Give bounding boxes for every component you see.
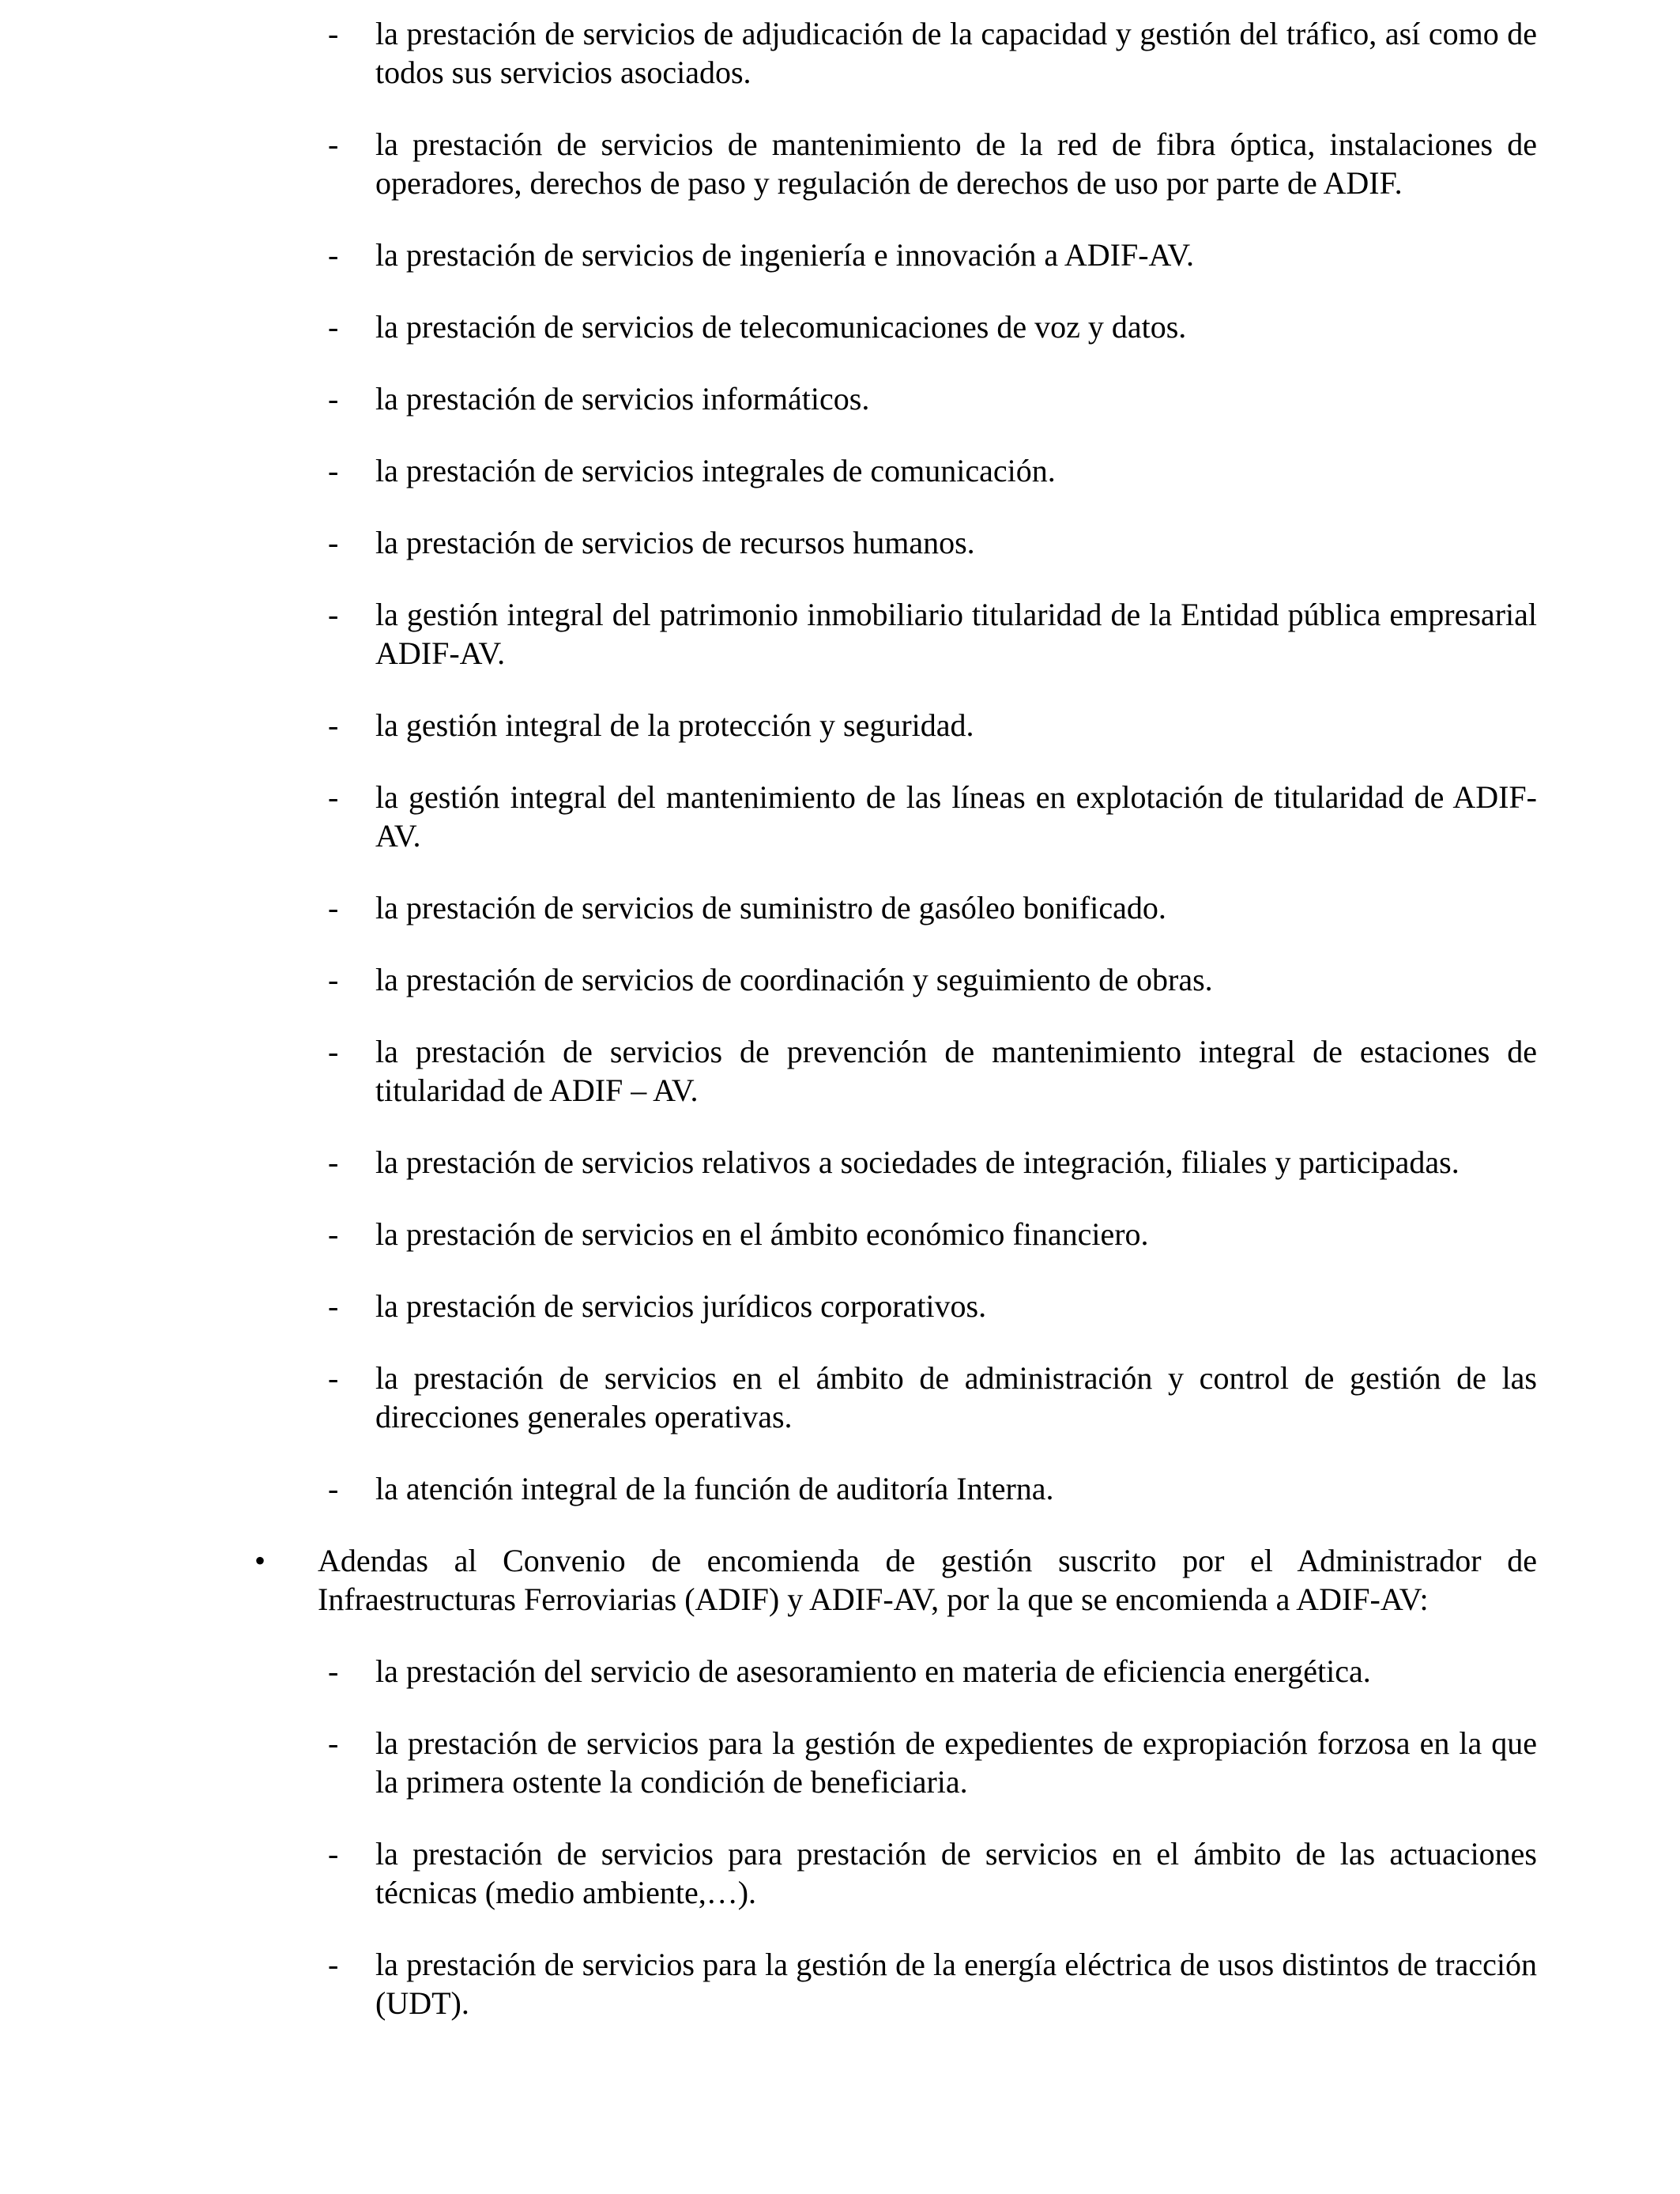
list-item-text: la prestación de servicios en el ámbito económico financiero.: [375, 1216, 1149, 1252]
dash-marker: -: [328, 453, 339, 488]
dash-marker: -: [328, 707, 339, 743]
list-item-text: la prestación de servicios para la gestión de expedientes de expropiación forzosa en la que la primera ostente la condición de beneficiaria.: [375, 1725, 1537, 1800]
list-item-text: la prestación de servicios relativos a sociedades de integración, filiales y participadas.: [375, 1144, 1460, 1180]
list-item: [328, 1652, 1537, 1691]
dash-marker: -: [328, 1360, 339, 1396]
list-item: [328, 960, 1537, 999]
list-item-text: la prestación de servicios jurídicos corporativos.: [375, 1288, 987, 1324]
list-item-text: la prestación de servicios de telecomunicaciones de voz y datos.: [375, 309, 1187, 345]
list-item-text: la prestación de servicios de ingeniería e innovación a ADIF-AV.: [375, 237, 1195, 273]
list-item: [328, 1945, 1537, 2022]
bullet-item: [254, 1541, 1537, 1619]
dash-marker: -: [328, 16, 339, 51]
list-item-text: la prestación de servicios de recursos humanos.: [375, 525, 975, 560]
dash-marker: -: [328, 1288, 339, 1324]
list-item: [328, 236, 1537, 274]
list-item-text: la prestación del servicio de asesoramiento en materia de eficiencia energética.: [375, 1653, 1371, 1689]
list-item-text: la gestión integral de la protección y seguridad.: [375, 707, 974, 743]
list-item-text: la gestión integral del patrimonio inmobiliario titularidad de la Entidad pública empresarial ADIF-AV.: [375, 597, 1537, 671]
dash-marker: -: [328, 1725, 339, 1761]
dash-marker: -: [328, 126, 339, 162]
dash-marker: -: [328, 962, 339, 997]
list-item: [328, 307, 1537, 346]
dash-marker: -: [328, 1216, 339, 1252]
list-item: [328, 1469, 1537, 1508]
dash-marker: -: [328, 1034, 339, 1069]
list-item-text: la prestación de servicios para la gestión de la energía eléctrica de usos distintos de tracción (UDT).: [375, 1947, 1537, 2021]
list-item: [328, 778, 1537, 855]
list-item-text: la prestación de servicios informáticos.: [375, 381, 870, 417]
list-item-text: la prestación de servicios de coordinación y seguimiento de obras.: [375, 962, 1213, 997]
list-item-text: la prestación de servicios de prevención de mantenimiento integral de estaciones de titularidad de ADIF – AV.: [375, 1034, 1537, 1108]
list-item: [328, 1032, 1537, 1110]
list-item: [328, 1359, 1537, 1436]
dash-marker: -: [328, 525, 339, 560]
dash-marker: -: [328, 779, 339, 815]
list-item: [328, 1215, 1537, 1253]
list-item-text: la atención integral de la función de auditoría Interna.: [375, 1471, 1054, 1506]
list-item: [328, 125, 1537, 202]
list-item: [328, 1287, 1537, 1325]
list-item-text: la prestación de servicios de adjudicación de la capacidad y gestión del tráfico, así como de todos sus servicios asociados.: [375, 16, 1537, 90]
list-item: [328, 1143, 1537, 1182]
list-item: [328, 706, 1537, 745]
dash-marker: -: [328, 1653, 339, 1689]
dash-marker: -: [328, 309, 339, 345]
list-item: [328, 595, 1537, 673]
dash-marker: -: [328, 1144, 339, 1180]
dash-marker: -: [328, 1471, 339, 1506]
list-item: [328, 14, 1537, 92]
list-item: [328, 451, 1537, 490]
dash-marker: -: [328, 890, 339, 925]
dash-marker: -: [328, 1947, 339, 1982]
list-item: [328, 379, 1537, 418]
list-item: [328, 523, 1537, 562]
list-item-text: la prestación de servicios para prestación de servicios en el ámbito de las actuaciones técnicas (medio ambiente,…).: [375, 1836, 1537, 1910]
list-item: [328, 888, 1537, 927]
list-item-text: la prestación de servicios de suministro de gasóleo bonificado.: [375, 890, 1166, 925]
dash-marker: -: [328, 1836, 339, 1872]
list-item: [328, 1724, 1537, 1801]
list-item: [328, 1834, 1537, 1912]
bullet-item-text: Adendas al Convenio de encomienda de gestión suscrito por el Administrador de Infraestructuras Ferroviarias (ADIF) y ADIF-AV, por la que se encomienda a ADIF-AV:: [318, 1543, 1537, 1617]
services-list: [0, 14, 1680, 2056]
dash-marker: -: [328, 381, 339, 417]
list-item-text: la prestación de servicios integrales de comunicación.: [375, 453, 1056, 488]
dash-marker: -: [328, 237, 339, 273]
list-item-text: la prestación de servicios en el ámbito de administración y control de gestión de las direcciones generales operativas.: [375, 1360, 1537, 1434]
list-item-text: la prestación de servicios de mantenimiento de la red de fibra óptica, instalaciones de operadores, derechos de paso y regulación de derechos de uso por parte de ADIF.: [375, 126, 1537, 201]
list-item-text: la gestión integral del mantenimiento de las líneas en explotación de titularidad de ADIF-AV.: [375, 779, 1537, 854]
bullet-marker: •: [254, 1543, 266, 1578]
dash-marker: -: [328, 597, 339, 632]
